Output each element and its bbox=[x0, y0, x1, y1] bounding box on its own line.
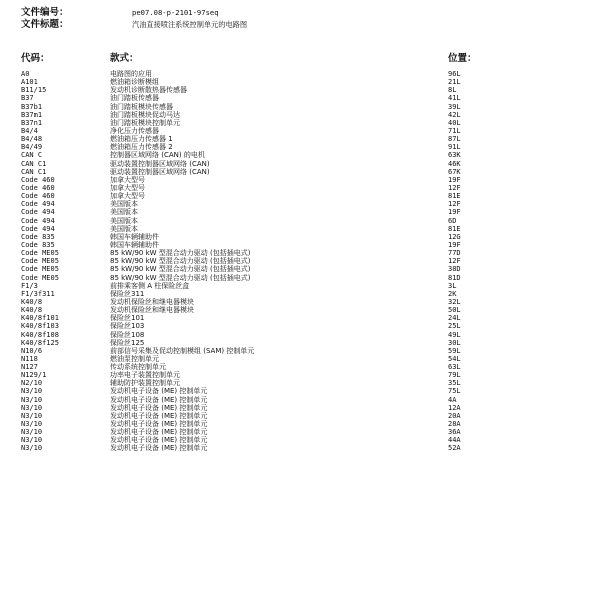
table-row bbox=[21, 127, 581, 135]
row-code: Code 494 bbox=[21, 200, 55, 209]
row-code: A0 bbox=[21, 70, 30, 78]
row-code: Code ME05 bbox=[21, 257, 59, 266]
row-model: 驱动装置控制器区域网络 (CAN) bbox=[110, 159, 210, 168]
table-row bbox=[21, 217, 581, 225]
row-position: 59L bbox=[448, 346, 461, 355]
row-model: 功率电子装置控制单元 bbox=[110, 371, 180, 380]
row-model: 驱动装置控制器区域网络 (CAN) bbox=[110, 167, 210, 176]
row-code: Code 460 bbox=[21, 175, 55, 184]
component-table bbox=[21, 70, 581, 453]
row-model: 韩国车辆辅助件 bbox=[110, 240, 159, 249]
table-row bbox=[21, 444, 581, 452]
row-model: 前排乘客侧 A 柱保险丝盒 bbox=[110, 281, 190, 290]
row-position: 19F bbox=[448, 175, 461, 184]
row-position: 63L bbox=[448, 363, 461, 372]
table-row bbox=[21, 428, 581, 436]
row-position: 54L bbox=[448, 354, 461, 363]
row-position: 87L bbox=[448, 135, 461, 144]
row-model: 燃油箱压力传感器 2 bbox=[110, 143, 173, 152]
row-code: CAN C1 bbox=[21, 167, 47, 176]
row-model: 加拿大型号 bbox=[110, 183, 145, 192]
row-position: 42L bbox=[448, 110, 461, 119]
row-code: N3/10 bbox=[21, 411, 43, 420]
row-position: 50L bbox=[448, 306, 461, 315]
row-model: 燃油箱压力传感器 1 bbox=[110, 135, 173, 144]
row-code: N129/1 bbox=[21, 371, 47, 380]
row-model: 净化压力传感器 bbox=[110, 126, 159, 135]
row-code: K40/8f103 bbox=[21, 322, 59, 331]
table-row bbox=[21, 420, 581, 428]
row-position: 63K bbox=[448, 151, 461, 160]
row-model: 美国版本 bbox=[110, 208, 138, 217]
row-position: 25L bbox=[448, 322, 461, 331]
row-position: 12F bbox=[448, 257, 461, 266]
row-code: CAN C bbox=[21, 151, 43, 160]
table-row bbox=[21, 225, 581, 233]
row-code: Code 494 bbox=[21, 224, 55, 233]
table-row bbox=[21, 314, 581, 322]
table-row bbox=[21, 355, 581, 363]
row-code: B4/48 bbox=[21, 135, 43, 144]
table-row bbox=[21, 339, 581, 347]
row-position: 12G bbox=[448, 232, 461, 241]
row-model: 加拿大型号 bbox=[110, 192, 145, 201]
row-model: 保险丝125 bbox=[110, 338, 145, 347]
table-row bbox=[21, 331, 581, 339]
row-position: 20A bbox=[448, 411, 461, 420]
row-position: 81D bbox=[448, 273, 461, 282]
row-code: N3/10 bbox=[21, 387, 43, 396]
row-position: 81E bbox=[448, 224, 461, 233]
row-position: 40L bbox=[448, 118, 461, 127]
table-row bbox=[21, 436, 581, 444]
row-code: N3/10 bbox=[21, 428, 43, 437]
row-code: Code ME05 bbox=[21, 249, 59, 258]
row-code: CAN C1 bbox=[21, 159, 47, 168]
row-position: 91L bbox=[448, 143, 461, 152]
row-code: A101 bbox=[21, 78, 38, 87]
row-model: 辅助防护装置控制单元 bbox=[110, 379, 180, 388]
table-row bbox=[21, 151, 581, 159]
row-code: Code 460 bbox=[21, 192, 55, 201]
table-row bbox=[21, 298, 581, 306]
table-row bbox=[21, 119, 581, 127]
row-model: 传动系统控制单元 bbox=[110, 363, 166, 372]
row-code: Code ME05 bbox=[21, 265, 59, 274]
row-position: 30L bbox=[448, 338, 461, 347]
row-model: 美国版本 bbox=[110, 216, 138, 225]
row-code: K40/8f108 bbox=[21, 330, 59, 339]
table-row bbox=[21, 290, 581, 298]
row-code: Code 460 bbox=[21, 183, 55, 192]
row-position: 38D bbox=[448, 265, 461, 274]
row-model: 韩国车辆辅助件 bbox=[110, 232, 159, 241]
row-position: 19F bbox=[448, 240, 461, 249]
row-model: 保险丝311 bbox=[110, 289, 145, 298]
row-model: 燃油泵控制单元 bbox=[110, 354, 159, 363]
row-position: 28A bbox=[448, 420, 461, 429]
row-model: 电路图的应用 bbox=[110, 70, 152, 78]
doc-title-label: 文件标题： bbox=[21, 19, 69, 30]
row-position: 35L bbox=[448, 379, 461, 388]
table-row bbox=[21, 143, 581, 151]
row-model: 85 kW/90 kW 型混合动力驱动 (包括插电式) bbox=[110, 257, 251, 266]
row-code: K40/8f125 bbox=[21, 338, 59, 347]
table-row bbox=[21, 249, 581, 257]
row-code: N3/10 bbox=[21, 436, 43, 445]
row-model: 发动机保险丝和继电器模块 bbox=[110, 297, 194, 306]
row-code: N118 bbox=[21, 354, 38, 363]
row-model: 前部信号采集及促动控制模组 (SAM) 控制单元 bbox=[110, 346, 255, 355]
row-model: 燃油箱诊断模组 bbox=[110, 78, 159, 87]
doc-number-value: pe07.08-p-2101-97seq bbox=[132, 8, 219, 17]
table-row bbox=[21, 404, 581, 412]
row-code: K40/8 bbox=[21, 297, 43, 306]
row-model: 保险丝108 bbox=[110, 330, 145, 339]
row-code: N3/10 bbox=[21, 403, 43, 412]
row-code: Code ME05 bbox=[21, 273, 59, 282]
row-code: N127 bbox=[21, 363, 38, 372]
row-model: 发动机电子设备 (ME) 控制单元 bbox=[110, 387, 208, 396]
row-position: 3L bbox=[448, 281, 457, 290]
row-position: 19F bbox=[448, 208, 461, 217]
table-row bbox=[21, 387, 581, 395]
table-row bbox=[21, 347, 581, 355]
table-row bbox=[21, 208, 581, 216]
row-model: 发动机电子设备 (ME) 控制单元 bbox=[110, 444, 208, 453]
row-position: 12F bbox=[448, 200, 461, 209]
row-position: 39L bbox=[448, 102, 461, 111]
row-position: 46K bbox=[448, 159, 461, 168]
row-model: 美国版本 bbox=[110, 200, 138, 209]
table-row bbox=[21, 176, 581, 184]
row-model: 油门踏板传感器 bbox=[110, 94, 159, 103]
row-position: 12F bbox=[448, 183, 461, 192]
table-row bbox=[21, 184, 581, 192]
table-row bbox=[21, 396, 581, 404]
row-model: 油门踏板模块控制单元 bbox=[110, 118, 180, 127]
table-row bbox=[21, 192, 581, 200]
row-code: N3/10 bbox=[21, 444, 43, 453]
table-row bbox=[21, 135, 581, 143]
table-row bbox=[21, 282, 581, 290]
table-row bbox=[21, 241, 581, 249]
table-row bbox=[21, 306, 581, 314]
row-model: 发动机电子设备 (ME) 控制单元 bbox=[110, 436, 208, 445]
row-model: 加拿大型号 bbox=[110, 175, 145, 184]
header-model: 款式： bbox=[110, 53, 139, 64]
row-model: 保险丝101 bbox=[110, 314, 145, 323]
row-position: 75L bbox=[448, 387, 461, 396]
table-row bbox=[21, 371, 581, 379]
doc-title-value: 汽油直接喷注系统控制单元的电路图 bbox=[132, 20, 248, 29]
row-position: 71L bbox=[448, 126, 461, 135]
table-row bbox=[21, 103, 581, 111]
row-code: F1/3 bbox=[21, 281, 38, 290]
table-row bbox=[21, 78, 581, 86]
row-model: 油门踏板模块促动马达 bbox=[110, 110, 180, 119]
table-row bbox=[21, 379, 581, 387]
table-row bbox=[21, 274, 581, 282]
row-model: 控制器区域网络 (CAN) 的电机 bbox=[110, 151, 205, 160]
row-position: 81E bbox=[448, 192, 461, 201]
row-code: B4/4 bbox=[21, 126, 38, 135]
row-model: 美国版本 bbox=[110, 224, 138, 233]
doc-number-label: 文件编号： bbox=[21, 7, 69, 18]
row-position: 49L bbox=[448, 330, 461, 339]
row-code: B11/15 bbox=[21, 86, 47, 95]
row-position: 96L bbox=[448, 70, 461, 78]
row-code: N2/10 bbox=[21, 379, 43, 388]
row-position: 2K bbox=[448, 289, 457, 298]
header-position: 位置： bbox=[448, 53, 477, 64]
row-position: 77D bbox=[448, 249, 461, 258]
table-row bbox=[21, 70, 581, 78]
row-model: 发动机电子设备 (ME) 控制单元 bbox=[110, 411, 208, 420]
row-model: 发动机保险丝和继电器模块 bbox=[110, 306, 194, 315]
row-code: B37n1 bbox=[21, 118, 43, 127]
row-code: B37b1 bbox=[21, 102, 43, 111]
row-position: 52A bbox=[448, 444, 461, 453]
row-model: 发动机电子设备 (ME) 控制单元 bbox=[110, 395, 208, 404]
row-position: 44A bbox=[448, 436, 461, 445]
table-row bbox=[21, 200, 581, 208]
row-position: 6D bbox=[448, 216, 457, 225]
row-code: B37m1 bbox=[21, 110, 43, 119]
row-position: 8L bbox=[448, 86, 457, 95]
table-row bbox=[21, 160, 581, 168]
row-model: 85 kW/90 kW 型混合动力驱动 (包括插电式) bbox=[110, 265, 251, 274]
table-row bbox=[21, 265, 581, 273]
table-row bbox=[21, 94, 581, 102]
row-code: K40/8f101 bbox=[21, 314, 59, 323]
table-header bbox=[21, 52, 581, 66]
row-position: 24L bbox=[448, 314, 461, 323]
row-code: N10/6 bbox=[21, 346, 43, 355]
row-code: N3/10 bbox=[21, 420, 43, 429]
row-model: 发动机电子设备 (ME) 控制单元 bbox=[110, 403, 208, 412]
table-row bbox=[21, 257, 581, 265]
row-model: 保险丝103 bbox=[110, 322, 145, 331]
row-position: 12A bbox=[448, 403, 461, 412]
row-model: 发动机电子设备 (ME) 控制单元 bbox=[110, 420, 208, 429]
row-position: 32L bbox=[448, 297, 461, 306]
row-code: N3/10 bbox=[21, 395, 43, 404]
row-code: Code 494 bbox=[21, 208, 55, 217]
table-row bbox=[21, 412, 581, 420]
row-model: 发动机诊断散热器传感器 bbox=[110, 86, 187, 95]
table-row bbox=[21, 363, 581, 371]
row-position: 67K bbox=[448, 167, 461, 176]
row-position: 21L bbox=[448, 78, 461, 87]
row-code: B4/49 bbox=[21, 143, 43, 152]
row-model: 85 kW/90 kW 型混合动力驱动 (包括插电式) bbox=[110, 273, 251, 282]
row-code: Code 835 bbox=[21, 232, 55, 241]
table-row bbox=[21, 168, 581, 176]
row-code: B37 bbox=[21, 94, 34, 103]
row-code: Code 835 bbox=[21, 240, 55, 249]
row-position: 41L bbox=[448, 94, 461, 103]
row-model: 发动机电子设备 (ME) 控制单元 bbox=[110, 428, 208, 437]
header-code: 代码： bbox=[21, 53, 50, 64]
row-position: 4A bbox=[448, 395, 457, 404]
row-code: K40/8 bbox=[21, 306, 43, 315]
row-code: Code 494 bbox=[21, 216, 55, 225]
table-row bbox=[21, 86, 581, 94]
table-row bbox=[21, 322, 581, 330]
row-model: 油门踏板模块传感器 bbox=[110, 102, 173, 111]
row-position: 36A bbox=[448, 428, 461, 437]
table-row bbox=[21, 233, 581, 241]
row-position: 79L bbox=[448, 371, 461, 380]
table-row bbox=[21, 111, 581, 119]
row-code: F1/3f311 bbox=[21, 289, 55, 298]
row-model: 85 kW/90 kW 型混合动力驱动 (包括插电式) bbox=[110, 249, 251, 258]
